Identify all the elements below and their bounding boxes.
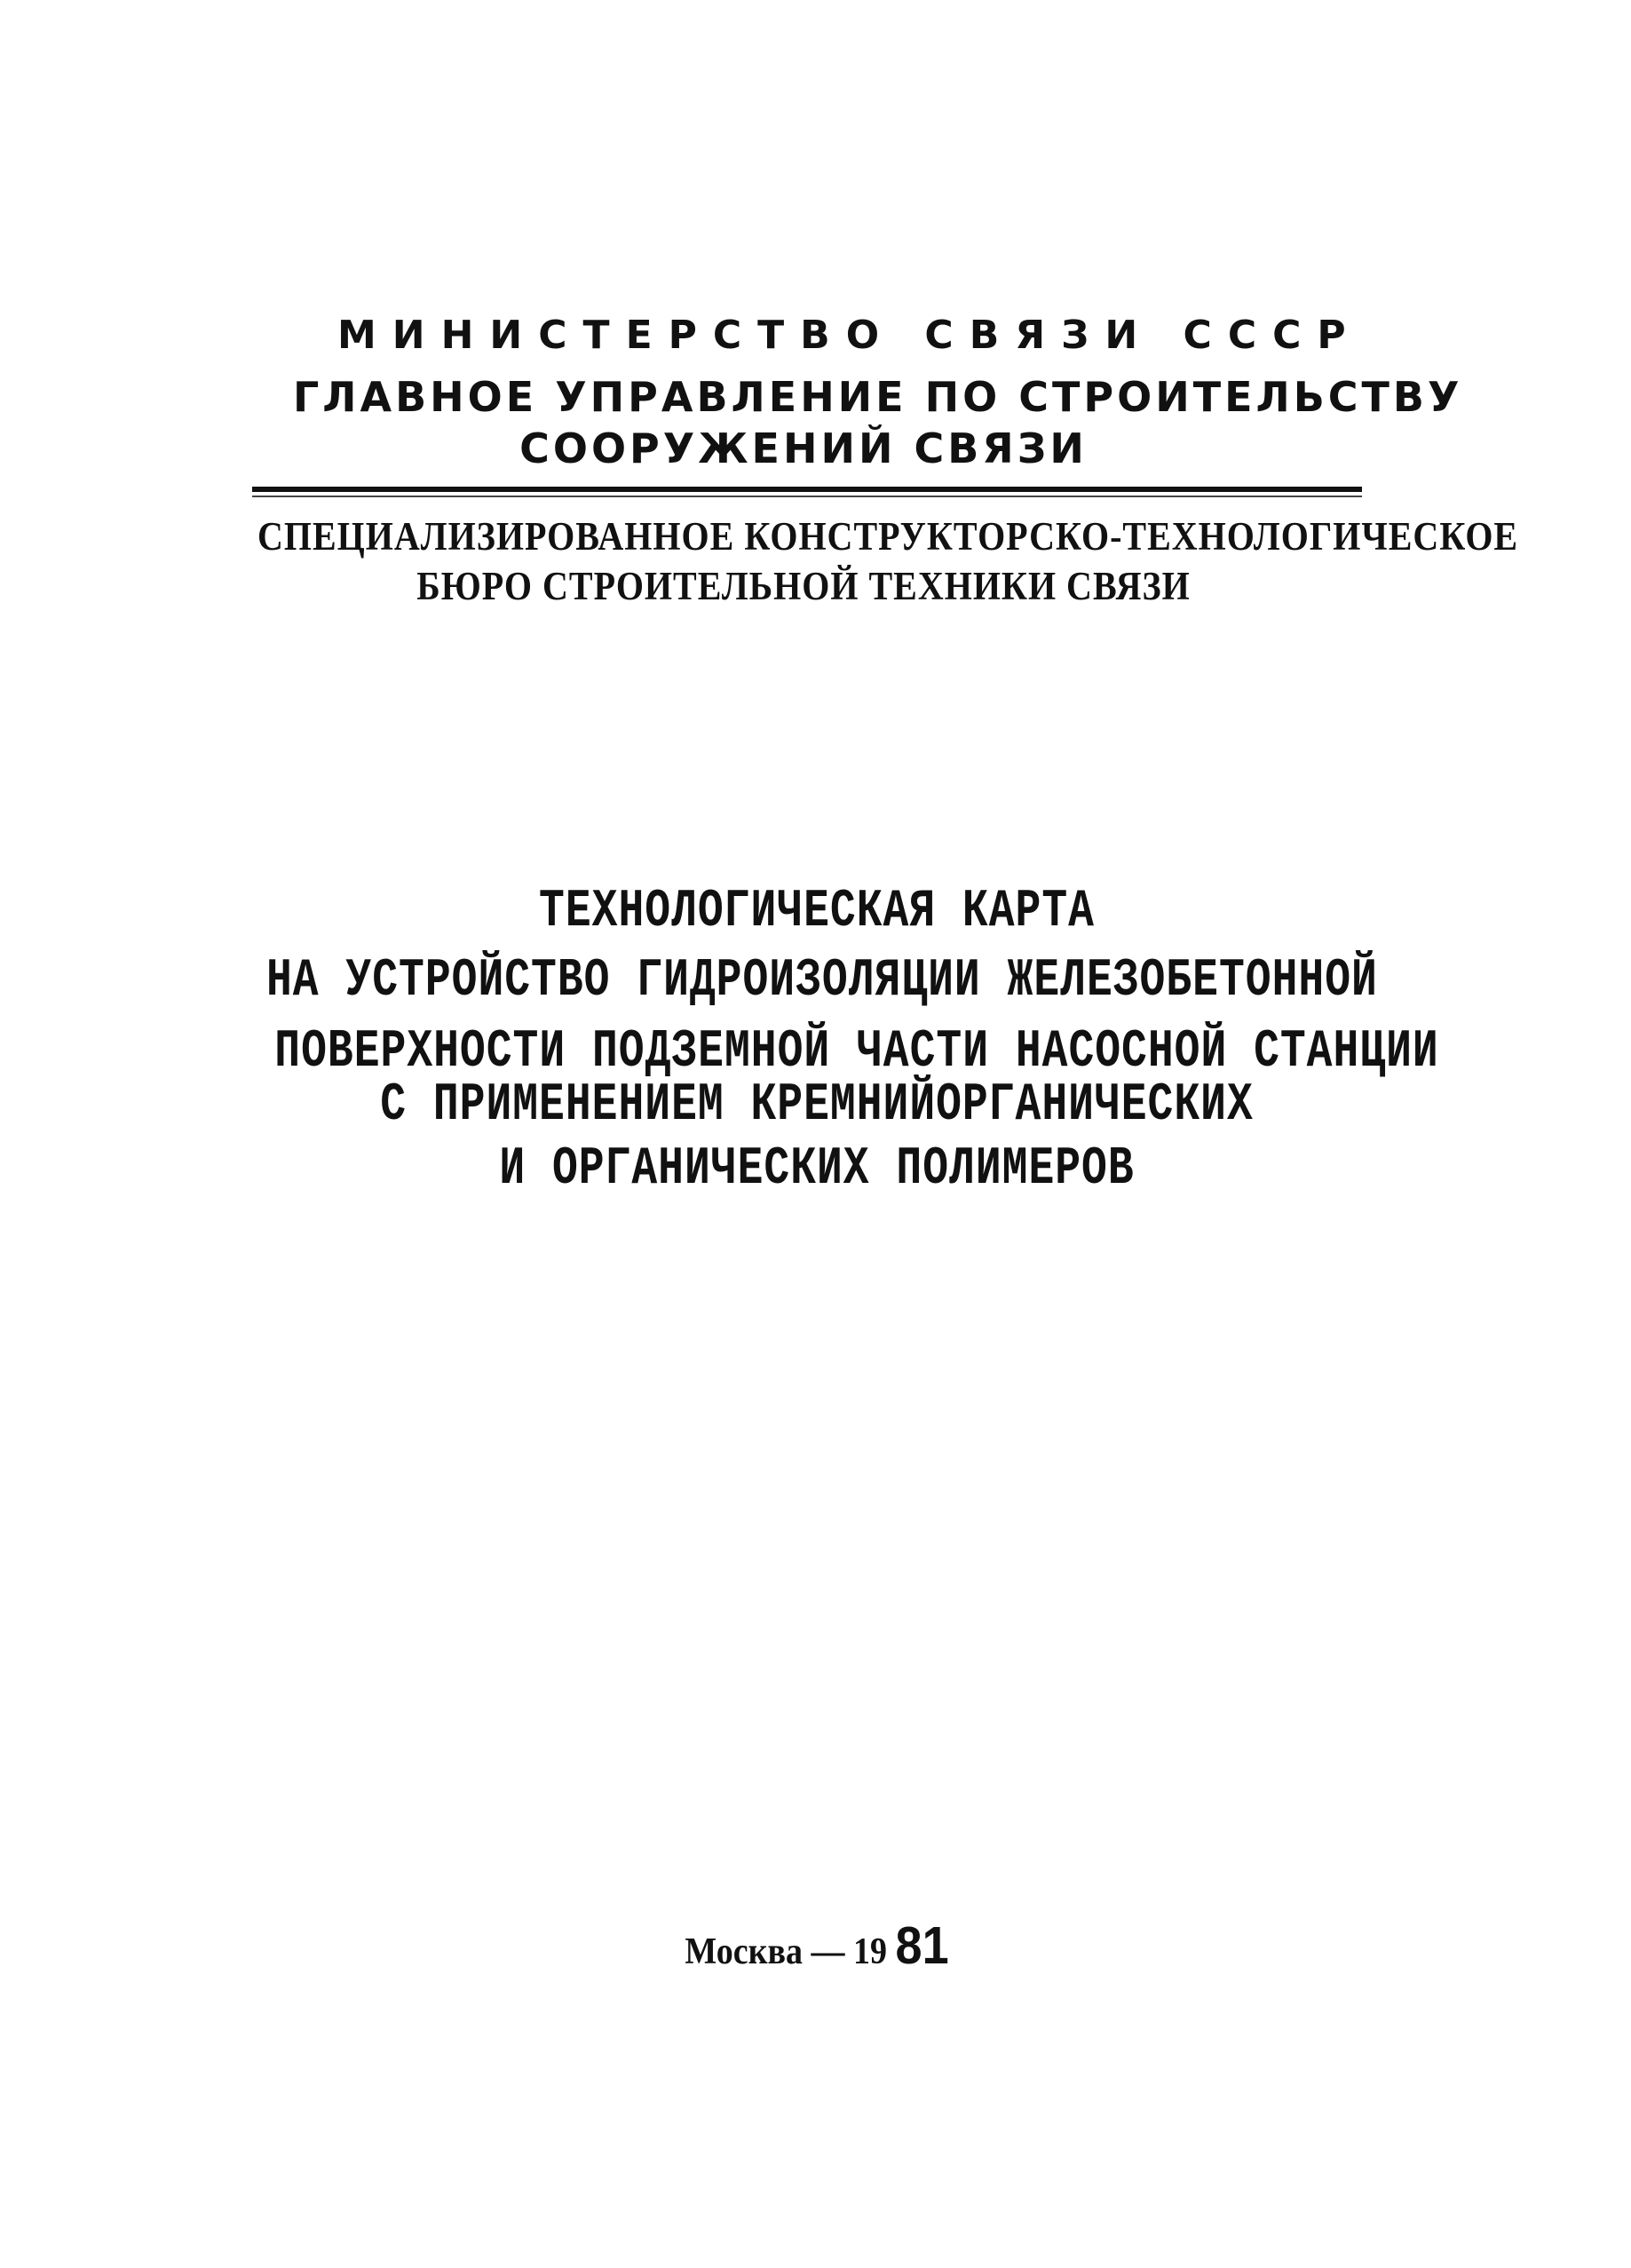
document-title-line4: С ПРИМЕНЕНИЕМ КРЕМНИЙОРГАНИЧЕСКИХ — [380, 1075, 1254, 1136]
imprint — [533, 1915, 1101, 1976]
bureau-heading-line2: БЮРО СТРОИТЕЛЬНОЙ ТЕХНИКИ СВЯЗИ — [416, 562, 1191, 609]
imprint-year: 81 — [895, 1916, 949, 1975]
department-heading-line2: СООРУЖЕНИЙ СВЯЗИ — [519, 424, 1088, 472]
imprint-city: Москва — 19 — [685, 1931, 896, 1972]
divider-rule — [252, 487, 1362, 492]
document-title-line3: ПОВЕРХНОСТИ ПОДЗЕМНОЙ ЧАСТИ НАСОСНОЙ СТАНЦИИ — [274, 1022, 1439, 1082]
divider-rule-thin — [252, 496, 1362, 497]
document-title-line1: ТЕХНОЛОГИЧЕСКАЯ КАРТА — [539, 882, 1095, 942]
document-title-line2: НА УСТРОЙСТВО ГИДРОИЗОЛЯЦИИ ЖЕЛЕЗОБЕТОННОЙ — [266, 951, 1378, 1011]
bureau-heading-line1: СПЕЦИАЛИЗИРОВАННОЕ КОНСТРУКТОРСКО-ТЕХНОЛОГИЧЕСКОЕ — [257, 512, 1519, 559]
document-title-line5: И ОРГАНИЧЕСКИХ ПОЛИМЕРОВ — [499, 1139, 1135, 1200]
ministry-heading: МИНИСТЕРСТВО СВЯЗИ СССР — [337, 313, 1362, 358]
department-heading-line1: ГЛАВНОЕ УПРАВЛЕНИЕ ПО СТРОИТЕЛЬСТВУ — [293, 373, 1463, 421]
